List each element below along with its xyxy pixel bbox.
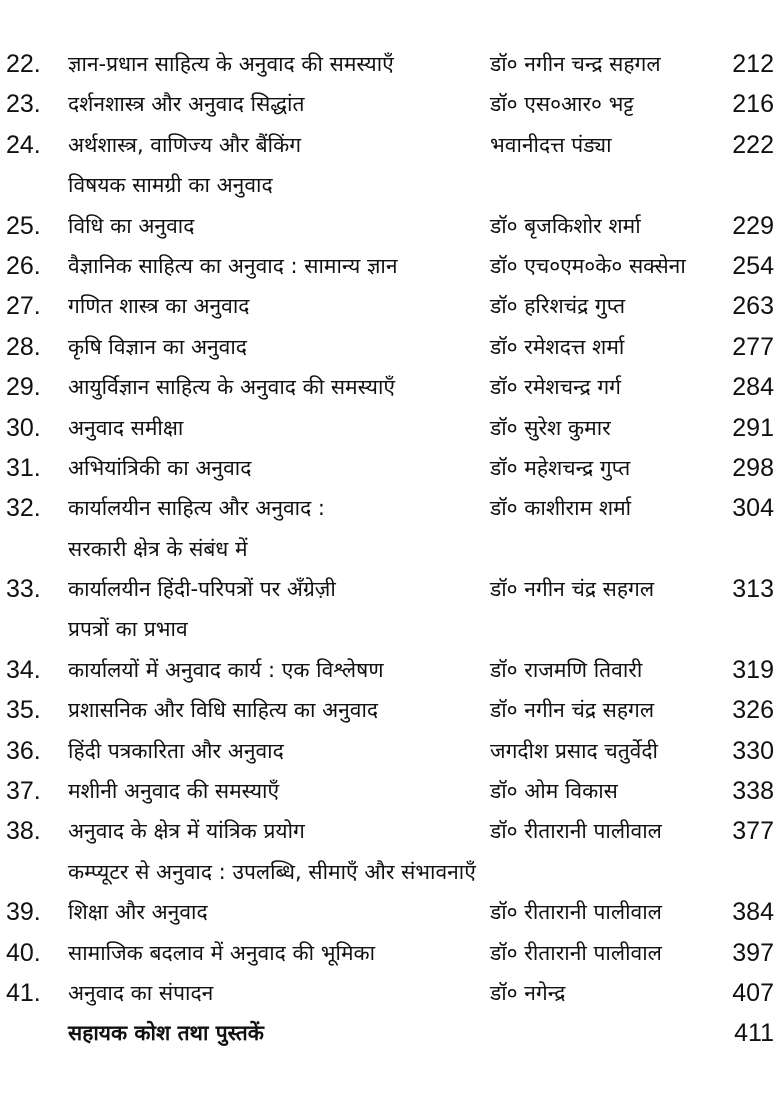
toc-entry bbox=[0, 367, 780, 407]
entry-author: भवानीदत्त पंड्या bbox=[490, 132, 612, 157]
toc-entry-continuation bbox=[0, 165, 780, 205]
entry-author: डॉ० ओम विकास bbox=[490, 779, 618, 804]
entry-number: 36. bbox=[6, 736, 41, 765]
toc-entry bbox=[0, 771, 780, 811]
toc-entry bbox=[0, 448, 780, 488]
entry-number: 22. bbox=[6, 50, 41, 78]
entry-page: 319 bbox=[732, 655, 774, 684]
entry-page: 263 bbox=[732, 292, 774, 321]
entry-page: 212 bbox=[732, 50, 774, 78]
entry-title: कार्यालयों में अनुवाद कार्य : एक विश्लेषण bbox=[68, 657, 384, 682]
toc-entry bbox=[0, 44, 780, 84]
entry-title: अनुवाद समीक्षा bbox=[68, 415, 184, 440]
entry-title: अनुवाद के क्षेत्र में यांत्रिक प्रयोग bbox=[68, 819, 305, 844]
toc-entry bbox=[0, 408, 780, 448]
entry-number: 34. bbox=[6, 655, 41, 684]
entry-page: 298 bbox=[732, 453, 774, 482]
appendix-page: 411 bbox=[734, 1019, 774, 1048]
entry-page: 326 bbox=[732, 696, 774, 725]
entry-number: 28. bbox=[6, 332, 41, 361]
entry-title: विधि का अनुवाद bbox=[68, 213, 195, 238]
toc-entry bbox=[0, 690, 780, 730]
entry-title: अनुवाद का संपादन bbox=[68, 980, 214, 1005]
toc-entry bbox=[0, 246, 780, 286]
entry-author: डॉ० रीतारानी पालीवाल bbox=[490, 819, 662, 844]
entry-page: 338 bbox=[732, 777, 774, 806]
entry-author: डॉ० सुरेश कुमार bbox=[490, 415, 611, 440]
appendix-title: सहायक कोश तथा पुस्तकें bbox=[68, 1021, 264, 1046]
entry-title: सामाजिक बदलाव में अनुवाद की भूमिका bbox=[68, 940, 376, 965]
entry-author: डॉ० रमेशचन्द्र गर्ग bbox=[490, 375, 621, 400]
entry-title-continuation: सरकारी क्षेत्र के संबंध में bbox=[68, 536, 248, 561]
entry-number: 27. bbox=[6, 292, 41, 321]
toc-entry bbox=[0, 892, 780, 932]
toc-entry bbox=[0, 488, 780, 528]
toc-entry bbox=[0, 286, 780, 326]
entry-author: डॉ० रीतारानी पालीवाल bbox=[490, 940, 662, 965]
entry-title: गणित शास्त्र का अनुवाद bbox=[68, 294, 250, 319]
entry-number: 37. bbox=[6, 777, 41, 806]
entry-title: कार्यालयीन साहित्य और अनुवाद : bbox=[68, 496, 326, 521]
toc-entry bbox=[0, 327, 780, 367]
entry-number: 25. bbox=[6, 211, 41, 240]
entry-author: डॉ० नगीन चंद्र सहगल bbox=[490, 577, 655, 602]
entry-page: 277 bbox=[732, 332, 774, 361]
toc-entry-continuation bbox=[0, 529, 780, 569]
entry-number: 38. bbox=[6, 817, 41, 846]
entry-page: 291 bbox=[732, 413, 774, 442]
toc-entry bbox=[0, 125, 780, 165]
entry-author: डॉ० काशीराम शर्मा bbox=[490, 496, 632, 521]
toc-entry bbox=[0, 569, 780, 609]
entry-page: 222 bbox=[732, 130, 774, 159]
entry-author: डॉ० हरिशचंद्र गुप्त bbox=[490, 294, 626, 319]
entry-number: 32. bbox=[6, 494, 41, 523]
entry-author: डॉ० एच०एम०के० सक्सेना bbox=[490, 253, 686, 278]
entry-page: 313 bbox=[732, 575, 774, 604]
entry-author: जगदीश प्रसाद चतुर्वेदी bbox=[490, 738, 658, 763]
entry-number: 23. bbox=[6, 90, 41, 119]
toc-entry bbox=[0, 811, 780, 851]
entry-number: 40. bbox=[6, 938, 41, 967]
entry-author: डॉ० नगीन चंद्र सहगल bbox=[490, 698, 655, 723]
entry-title: शिक्षा और अनुवाद bbox=[68, 900, 208, 925]
entry-title-continuation: विषयक सामग्री का अनुवाद bbox=[68, 173, 273, 198]
toc-entry bbox=[0, 933, 780, 973]
entry-author: डॉ० रमेशदत्त शर्मा bbox=[490, 334, 625, 359]
entry-number: 41. bbox=[6, 978, 41, 1007]
toc-entry bbox=[0, 206, 780, 246]
entry-author: डॉ० रीतारानी पालीवाल bbox=[490, 900, 662, 925]
entry-author: डॉ० नगीन चन्द्र सहगल bbox=[490, 52, 661, 76]
entry-page: 284 bbox=[732, 373, 774, 402]
entry-page: 330 bbox=[732, 736, 774, 765]
entry-page: 407 bbox=[732, 978, 774, 1007]
entry-title: कार्यालयीन हिंदी-परिपत्रों पर अँग्रेज़ी bbox=[68, 577, 336, 602]
entry-title: अभियांत्रिकी का अनुवाद bbox=[68, 455, 252, 480]
entry-page: 216 bbox=[732, 90, 774, 119]
appendix-entry bbox=[0, 1013, 780, 1053]
toc-entry bbox=[0, 731, 780, 771]
entry-author: डॉ० महेशचन्द्र गुप्त bbox=[490, 455, 631, 480]
entry-number: 26. bbox=[6, 251, 41, 280]
entry-title: वैज्ञानिक साहित्य का अनुवाद : सामान्य ज्ञान bbox=[68, 253, 398, 278]
entry-title: आयुर्विज्ञान साहित्य के अनुवाद की समस्याएँ bbox=[68, 375, 395, 400]
entry-page: 254 bbox=[732, 251, 774, 280]
entry-page: 304 bbox=[732, 494, 774, 523]
toc-entry bbox=[0, 650, 780, 690]
entry-page: 377 bbox=[732, 817, 774, 846]
table-of-contents bbox=[0, 44, 780, 1054]
entry-author: डॉ० बृजकिशोर शर्मा bbox=[490, 213, 641, 238]
entry-number: 30. bbox=[6, 413, 41, 442]
toc-entry-continuation bbox=[0, 852, 780, 892]
entry-author: डॉ० राजमणि तिवारी bbox=[490, 657, 643, 682]
entry-number: 29. bbox=[6, 373, 41, 402]
entry-title: कृषि विज्ञान का अनुवाद bbox=[68, 334, 247, 359]
entry-title-continuation: कम्प्यूटर से अनुवाद : उपलब्धि, सीमाएँ और संभावनाएँ bbox=[68, 859, 476, 884]
entry-page: 384 bbox=[732, 898, 774, 927]
toc-entry-continuation bbox=[0, 609, 780, 649]
entry-title: अर्थशास्त्र, वाणिज्य और बैंकिंग bbox=[68, 132, 302, 157]
entry-number: 31. bbox=[6, 453, 41, 482]
entry-title: प्रशासनिक और विधि साहित्य का अनुवाद bbox=[68, 698, 379, 723]
toc-entry bbox=[0, 973, 780, 1013]
entry-number: 24. bbox=[6, 130, 41, 159]
entry-title-continuation: प्रपत्रों का प्रभाव bbox=[68, 617, 188, 642]
entry-number: 33. bbox=[6, 575, 41, 604]
toc-entry bbox=[0, 84, 780, 124]
entry-title: दर्शनशास्त्र और अनुवाद सिद्धांत bbox=[68, 92, 305, 117]
entry-author: डॉ० नगेन्द्र bbox=[490, 980, 566, 1005]
entry-page: 229 bbox=[732, 211, 774, 240]
entry-author: डॉ० एस०आर० भट्ट bbox=[490, 92, 634, 117]
entry-title: मशीनी अनुवाद की समस्याएँ bbox=[68, 779, 280, 804]
entry-number: 39. bbox=[6, 898, 41, 927]
entry-page: 397 bbox=[732, 938, 774, 967]
entry-title: हिंदी पत्रकारिता और अनुवाद bbox=[68, 738, 284, 763]
entry-title: ज्ञान-प्रधान साहित्य के अनुवाद की समस्याएँ bbox=[68, 52, 394, 76]
entry-number: 35. bbox=[6, 696, 41, 725]
